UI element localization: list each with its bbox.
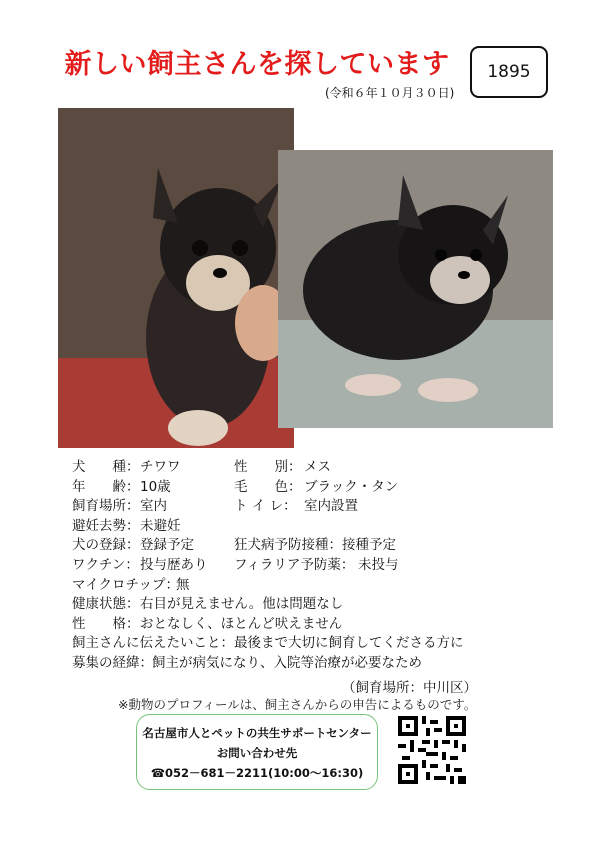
id-number-box (470, 46, 548, 98)
coat-label: 毛 色： (234, 478, 302, 495)
personality-value: おとなしく、ほとんど吠えません (140, 615, 343, 632)
rabies-value: 接種予定 (342, 537, 396, 554)
sex-value: メス (304, 459, 331, 475)
contact-box (136, 714, 378, 790)
reason-value: 飼主が病気になり、入院等治療が必要なため (152, 654, 422, 671)
rabies-label: 狂犬病予防接種： (234, 537, 342, 554)
filaria-label: フィラリア予防薬： (234, 556, 355, 573)
dog-photo-lying (278, 150, 553, 428)
dog-photo-lying-illustration (278, 150, 553, 428)
vaccine-label: ワクチン： (72, 556, 139, 573)
location-value: 室内 (140, 498, 167, 515)
spay-value: 未避妊 (140, 517, 181, 534)
health-label: 健康状態： (72, 596, 140, 613)
registration-label: 犬の登録： (72, 537, 140, 554)
age-label: 年 齢： (72, 478, 140, 495)
microchip-label: マイクロチップ： (72, 576, 180, 593)
registration-value: 登録予定 (140, 537, 194, 554)
filaria-value: 未投与 (358, 556, 399, 573)
phone-number[interactable]: ☎052－681－2211(10:00～16:30) (150, 766, 364, 780)
place-of-keeping: （飼育場所：中川区） (342, 680, 477, 696)
inquiry-label: お問い合わせ先 (216, 746, 298, 760)
age-value: 10歳 (140, 478, 171, 495)
qr-code[interactable] (398, 716, 466, 784)
center-name: 名古屋市人とペットの共生サポートセンター (142, 726, 372, 740)
reason-label: 募集の経緯： (72, 654, 153, 671)
sex-label: 性 別： (234, 459, 302, 475)
personality-label: 性 格： (72, 615, 140, 632)
message-value: 最後まで大切に飼育してくださる方に (234, 635, 464, 652)
id-number: 1895 (487, 62, 531, 82)
location-label: 飼育場所： (72, 498, 140, 515)
disclaimer-note: ※動物のプロフィールは、飼主さんからの申告によるものです。 (118, 697, 477, 712)
health-value: 右目が見えません。他は問題なし (140, 596, 344, 613)
microchip-value: 無 (176, 576, 190, 593)
spay-label: 避妊去勢： (72, 517, 140, 534)
toilet-value: 室内設置 (304, 498, 358, 515)
vaccine-value: 投与歴あり (140, 556, 208, 573)
toilet-label: ト イ レ： (234, 498, 297, 515)
coat-value: ブラック・タン (304, 478, 399, 495)
issue-date: (令和６年１０月３０日) (325, 86, 455, 100)
page-title: 新しい飼主さんを探しています (64, 49, 450, 80)
dog-photo-front (58, 108, 294, 448)
qr-code-icon (398, 716, 466, 784)
breed-label: 犬 種： (72, 459, 140, 475)
breed-value: チワワ (140, 459, 181, 475)
message-label: 飼主さんに伝えたいこと： (72, 635, 234, 652)
dog-photo-front-illustration (58, 108, 294, 448)
